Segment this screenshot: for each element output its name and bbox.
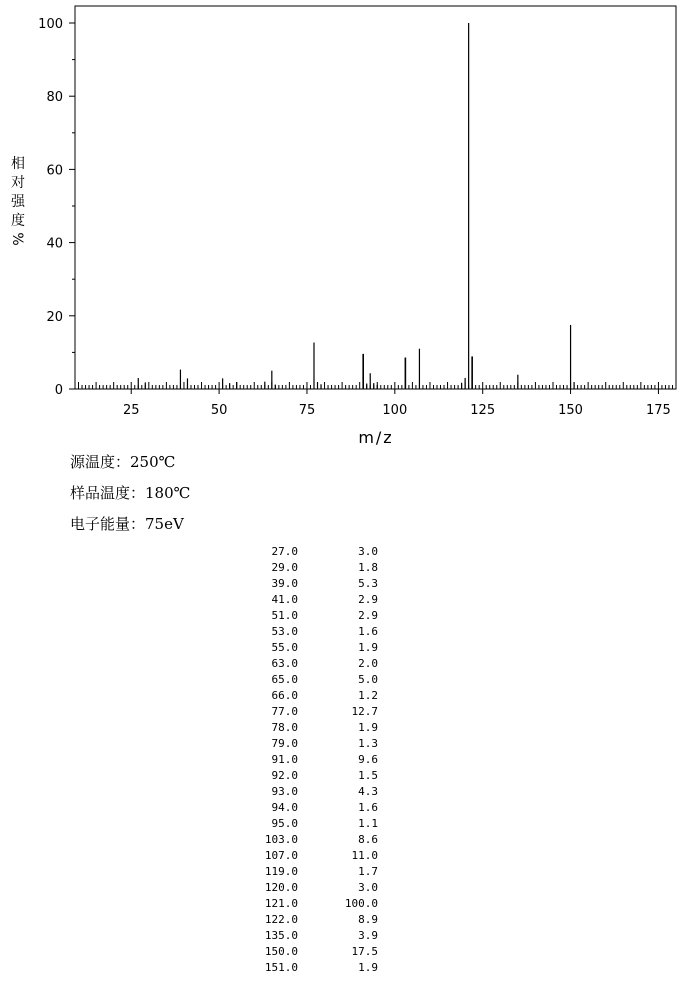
x-tick-label: 50 <box>210 403 228 418</box>
peak-mz: 79.0 <box>271 737 298 750</box>
table-row <box>250 672 390 688</box>
peak-intensity: 1.6 <box>358 625 378 638</box>
peak-intensity: 1.3 <box>358 737 378 750</box>
y-label-char: 度 <box>11 213 25 229</box>
peak-mz: 53.0 <box>271 625 298 638</box>
electron-energy-label: 电子能量： <box>70 515 146 533</box>
peak-mz: 120.0 <box>264 881 298 894</box>
peak-mz: 122.0 <box>264 913 298 926</box>
y-tick-label: 100 <box>38 17 63 32</box>
x-tick-label: 175 <box>646 403 671 418</box>
table-row <box>250 864 390 880</box>
peak-mz: 77.0 <box>271 705 298 718</box>
peak-mz: 63.0 <box>271 657 298 670</box>
peak-mz: 107.0 <box>264 849 298 862</box>
peak-intensity: 8.9 <box>358 913 378 926</box>
y-tick-label: 0 <box>54 383 63 398</box>
peak-intensity: 1.6 <box>358 801 378 814</box>
table-row <box>250 816 390 832</box>
peak-intensity: 1.8 <box>358 561 378 574</box>
y-tick-label: 20 <box>46 309 63 325</box>
spectrum-peaks <box>138 23 574 389</box>
y-tick-label: 40 <box>46 236 63 252</box>
peak-mz: 151.0 <box>264 961 298 974</box>
peak-mz: 41.0 <box>271 593 298 606</box>
peak-intensity: 1.9 <box>358 961 378 974</box>
table-row <box>250 960 390 976</box>
peak-intensity: 3.0 <box>358 545 378 558</box>
table-row <box>250 752 390 768</box>
peak-mz: 121.0 <box>264 897 298 910</box>
table-row <box>250 800 390 816</box>
peak-intensity: 4.3 <box>358 785 378 798</box>
y-axis-ticks <box>38 17 75 398</box>
source-temp-label: 源温度： <box>70 453 131 471</box>
x-axis-ticks <box>123 389 671 418</box>
y-label-char: 对 <box>11 175 25 191</box>
peak-intensity: 3.0 <box>358 881 378 894</box>
mass-spectrum-chart <box>0 0 680 450</box>
peak-intensity: 17.5 <box>351 945 378 958</box>
peak-intensity: 1.1 <box>358 817 378 830</box>
table-row <box>250 656 390 672</box>
table-row <box>250 624 390 640</box>
electron-energy-value: 75eV <box>145 515 184 533</box>
peak-mz: 119.0 <box>264 865 298 878</box>
table-row <box>250 832 390 848</box>
table-row <box>250 688 390 704</box>
peak-mz: 29.0 <box>271 561 298 574</box>
table-row <box>250 608 390 624</box>
table-row <box>250 720 390 736</box>
x-tick-label: 125 <box>470 403 496 418</box>
table-row <box>250 944 390 960</box>
table-row <box>250 928 390 944</box>
peak-table <box>250 544 390 976</box>
sample-temp-label: 样品温度： <box>70 484 146 502</box>
table-row <box>250 896 390 912</box>
peak-intensity: 1.5 <box>358 769 378 782</box>
peak-mz: 65.0 <box>271 673 298 686</box>
peak-mz: 91.0 <box>271 753 298 766</box>
peak-mz: 135.0 <box>264 929 298 942</box>
source-temperature <box>70 452 175 472</box>
x-tick-label: 150 <box>558 403 583 418</box>
x-minor-ticks <box>75 382 676 389</box>
table-row <box>250 576 390 592</box>
peak-intensity: 2.9 <box>358 609 378 622</box>
table-row <box>250 912 390 928</box>
y-label-char: 相 <box>11 156 25 172</box>
peak-mz: 92.0 <box>271 769 298 782</box>
table-row <box>250 768 390 784</box>
y-label-char: 强 <box>11 194 25 210</box>
peak-mz: 78.0 <box>271 721 298 734</box>
y-label-char: % <box>9 232 25 246</box>
y-axis-label <box>9 155 26 246</box>
table-row <box>250 560 390 576</box>
peak-intensity: 8.6 <box>358 833 378 846</box>
x-tick-label: 75 <box>298 403 316 418</box>
y-tick-label: 80 <box>46 90 63 106</box>
peak-mz: 39.0 <box>271 577 298 590</box>
peak-intensity: 100.0 <box>344 897 378 910</box>
peak-intensity: 5.3 <box>358 577 378 590</box>
table-row <box>250 784 390 800</box>
peak-intensity: 5.0 <box>358 673 378 686</box>
table-row <box>250 592 390 608</box>
peak-intensity: 11.0 <box>351 849 378 862</box>
peak-mz: 66.0 <box>271 689 298 702</box>
peak-intensity: 1.9 <box>358 641 378 654</box>
table-row <box>250 704 390 720</box>
peak-mz: 27.0 <box>271 545 298 558</box>
peak-mz: 55.0 <box>271 641 298 654</box>
peak-intensity: 1.9 <box>358 721 378 734</box>
peak-intensity: 3.9 <box>358 929 378 942</box>
sample-temperature <box>70 483 190 503</box>
plot-frame <box>75 6 676 389</box>
peak-mz: 94.0 <box>271 801 298 814</box>
sample-temp-value: 180℃ <box>145 484 191 502</box>
peak-intensity: 1.7 <box>358 865 378 878</box>
peak-intensity: 2.9 <box>358 593 378 606</box>
table-row <box>250 640 390 656</box>
peak-intensity: 1.2 <box>358 689 378 702</box>
peak-mz: 51.0 <box>271 609 298 622</box>
x-tick-label: 25 <box>122 403 140 418</box>
y-tick-label: 60 <box>46 163 63 179</box>
peak-intensity: 9.6 <box>358 753 378 766</box>
source-temp-value: 250℃ <box>130 453 176 471</box>
peak-mz: 150.0 <box>264 945 298 958</box>
table-row <box>250 848 390 864</box>
peak-mz: 95.0 <box>271 817 298 830</box>
table-row <box>250 544 390 560</box>
electron-energy <box>70 514 184 534</box>
table-row <box>250 736 390 752</box>
peak-intensity: 2.0 <box>358 657 378 670</box>
peak-mz: 103.0 <box>264 833 298 846</box>
table-row <box>250 880 390 896</box>
x-tick-label: 100 <box>382 403 408 418</box>
x-axis-label: m/z <box>358 428 394 447</box>
peak-intensity: 12.7 <box>351 705 378 718</box>
peak-mz: 93.0 <box>271 785 298 798</box>
